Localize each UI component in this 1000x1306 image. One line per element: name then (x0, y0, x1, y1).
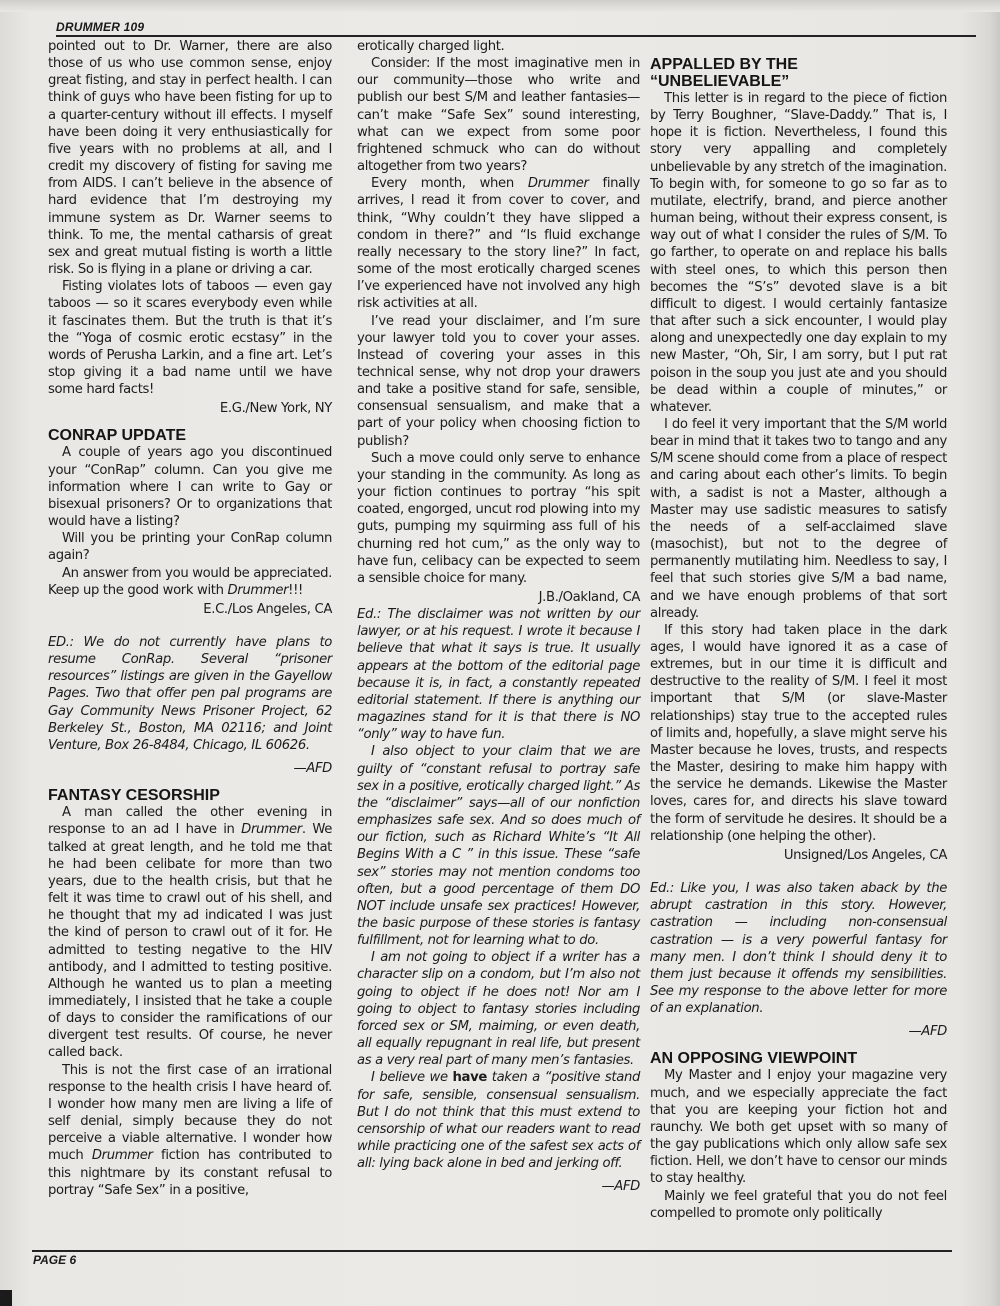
letter-paragraph: My Master and I enjoy your magazine very much, and we especially appreciate the fact that you are keeping your fiction hot and raunchy. We both get upset with so many of the gay publications which only allow safe sex fiction. Hell, we don’t have to censor our minds to stay healthy. (650, 1068, 947, 1187)
letter-signature: E.G./New York, NY (219, 401, 332, 417)
letter-paragraph: Will you be printing your ConRap column again? (48, 531, 332, 564)
text-run: An answer from you would be appreciated. Keep up the good work with (48, 565, 332, 598)
editor-reply: I also object to your claim that we are guilty of “constant refusal to portray safe sex in a positive, erotically charged light.” As the “disclaimer” says—all of our nonfiction emphasizes safe sex. And so does much of our fiction, such as Richard White’s “It All Begins With a C ” in this issue. These “safe sex” stories may not mention condoms too often, but a good percentage of them DO NOT include unsafe sex practices! However, the basic purpose of these stories is fantasy fulfillment, not for learning what to do. (357, 744, 640, 949)
magazine-name: Drummer (227, 582, 289, 598)
column-3 (650, 56, 947, 1222)
emphasis: have (452, 1070, 487, 1086)
editor-reply: Ed.: Like you, I was also taken aback by the abrupt castration in this story. However, castration — including non-consensual castration — is a very powerful fantasy for many men. I don’t think I should deny it to them just because it offends my sensibilities. See my response to the above letter for more of an explanation. (650, 881, 947, 1017)
heading-line: APPALLED BY THE (650, 56, 798, 73)
letter-paragraph: I’ve read your disclaimer, and I’m sure your lawyer told you to cover your asses. Instead of covering your asses in this technical sense, why not drop your drawers and take a positive stand for safe, sensible, consensual sensualism, and make that a part of your policy when choosing fiction to publish? (357, 313, 640, 449)
text-run: This is not the first case of an irrational response to the health crisis I have heard of. I wonder how many men are living a life of self denial, simply because they do not perceive a viable alternative. I wonder how much (48, 1062, 332, 1164)
letter-signature: J.B./Oakland, CA (538, 590, 640, 605)
magazine-name: Drummer (91, 1148, 153, 1164)
section-heading-conrap: CONRAP UPDATE (48, 427, 187, 445)
column-1 (48, 38, 332, 1199)
letter-paragraph: Mainly we feel grateful that you do not feel compelled to promote only politically (650, 1188, 947, 1221)
bottom-rule (32, 1250, 952, 1252)
letter-paragraph: If this story had taken place in the dark ages, I would have ignored it as a case of extremes, but in our time it is difficult and destructive to the reality of S/M. I feel it most important that S/M (or slave-Master relationships) stay true to the accepted rules of limits and, hopefully, a slave might serve his Master because he loves, trusts, and respects the Master, desiring to make him happy with the service he demands. Likewise the Master loves, cares for, and directs his slave toward the form of servitude he desires. It should be a relationship (one helping the other). (650, 622, 947, 844)
magazine-name: Drummer (527, 176, 589, 192)
editor-reply: I am not going to object if a writer has a character slip on a condom, but I’m also not going to object if he does not! Nor am I going to object to fantasy stories including forced sex or SM, maiming, or even death, all equally repugnant in real life, but present as a very real part of many men’s fantasies. (357, 950, 640, 1069)
section-heading-opposing: AN OPPOSING VIEWPOINT (650, 1050, 858, 1068)
heading-line: “UNBELIEVABLE” (650, 73, 790, 90)
letter-paragraph: This letter is in regard to the piece of fiction by Terry Boughner, “Slave-Daddy.” That is, I hope it is fiction. Nevertheless, I found this story very appalling and completely unbelievable by any stretch of the imagination. To begin with, for someone to go so far as to mutilate, electrify, brand, and pierce another human being, without their express consent, is way out of what I consider the rules of S/M. To go farther, to operate on and replace his balls with steel ones, to which this person then becomes the “S’s” devoted slave is a bit difficult to digest. I would certainly fantasize that after such a sick encounter, I would play along and unexpectedly one day explain to my new Master, “Oh, Sir, I am sorry, but I put rat poison in the soup you just ate and you should be dead within a couple of minutes,” or whatever. (650, 91, 947, 415)
section-heading-appalled (650, 56, 947, 90)
letter-signature: E.C./Los Angeles, CA (203, 601, 332, 617)
continued-paragraph: pointed out to Dr. Warner, there are also those of us who use common sense, enjoy great fisting, and stay in perfect health. I can think of guys who have been fisting for up to a quarter-century without ill effects. I myself have been doing it very enthusiastically for five years with no problems at all, and I credit my discovery of fisting for saving me from AIDS. I can’t believe in the absence of hard evidence that I’m destroying my immune system as Dr. Warner seems to think. To me, the mental catharsis of great sex and great mutual fisting is worth a little risk. So is flying in a plane or driving a car. (48, 39, 332, 278)
letter-paragraph (357, 175, 640, 312)
text-run: !!! (288, 582, 303, 598)
editor-reply (357, 1069, 640, 1172)
editor-signature: —AFD (601, 1179, 640, 1195)
page-edge-shadow (0, 0, 1000, 12)
letter-paragraph: A couple of years ago you discontinued your “ConRap” column. Can you give me information where I can write to Gay or bisexual prisoners? Or to organizations that would have a listing? (48, 445, 332, 530)
top-rule (56, 35, 976, 37)
text-run: taken a “positive stand for safe, sensible, consensual sensualism. But I do not think that this must extend to censorship of what our readers want to read while practicing one of the safest sex acts of all: lying back alone in bed and jerking off. (357, 1070, 640, 1172)
continued-paragraph: Fisting violates lots of taboos — even gay taboos — so it scares everybody even while it fascinates them. But the truth is that it’s the “Yoga of cosmic erotic ecstasy” in the words of Perusha Larkin, and a fine art. Let’s stop giving it a bad name until we have some hard facts! (48, 279, 332, 398)
editor-signature: —AFD (293, 761, 332, 777)
editor-reply: Ed.: The disclaimer was not written by our lawyer, or at his request. I wrote it because I believe that what it says is true. It usually appears at the bottom of the editorial page because it is, in fact, a constantly repeated editorial statement. If there is anything our magazines stand for it is that there is NO “only” way to have fun. (357, 607, 640, 743)
text-run: . We talked at great length, and he told me that he had been celibate for more than two years, due to the health crisis, but that he felt it was time to crawl out of his shell, and he thought that my ad indicated I was just the kind of person to crawl out of it for. He admitted to testing negative to the HIV antibody, and I admitted to testing positive. Although he wanted us to plan a meeting immediately, I insisted that he take a couple of days to consider the ramifications of our divergent test results. Of course, he never called back. (48, 822, 332, 1061)
magazine-name: Drummer (241, 822, 302, 838)
page-number: PAGE 6 (33, 1253, 77, 1267)
letter-paragraph: I do feel it very important that the S/M world bear in mind that it takes two to tango and any S/M scene should come from a place of respect and caring about each other’s limits. To begin with, a sadist is not a Master, although a Master may use sadistic measures to satisfy the needs of a self-acclaimed slave (masochist), but not to the degree of permanently mutilating him. Needless to say, I feel that such stories give S/M a bad name, and we have enough problems of that sort already. (650, 416, 947, 621)
section-heading-fantasy: FANTASY CESORSHIP (48, 787, 220, 805)
text-run: fiction has contributed to this nightmare by its constant refusal to portray “Safe Sex” in a positive, (48, 1148, 332, 1198)
letter-paragraph (48, 804, 332, 1061)
page-edge-dark (0, 1290, 12, 1306)
continued-line: erotically charged light. (357, 39, 505, 54)
text-run: I believe we (371, 1070, 453, 1086)
editor-reply: ED.: We do not currently have plans to resume ConRap. Several “prisoner resources” listings are given in the Gayellow Pages. Two that offer pen pal programs are Gay Community News Prisoner Project, 62 Berkeley St., Boston, MA 02116; and Joint Venture, Box 26-8484, Chicago, IL 60626. (48, 635, 332, 753)
letter-paragraph: Consider: If the most imaginative men in our community—those who write and publish our best S/M and leather fantasies—can’t make “Safe Sex” sound interesting, what can we expect from some poor frightened schmuck who can do without altogether from two years? (357, 56, 640, 175)
text-run: Every month, when (371, 176, 528, 192)
letter-paragraph (48, 1062, 332, 1199)
text-run: A man called the other evening in response to an ad I have in (48, 805, 332, 838)
text-run: finally arrives, I read it from cover to cover, and think, “Why couldn’t they have slipped a condom in there?” and “Is fluid exchange really necessary to the story line?” In fact, some of the most erotically charged scenes I’ve experienced have not involved any high risk activities at all. (357, 176, 640, 312)
editor-signature: —AFD (908, 1024, 947, 1040)
letter-paragraph: Such a move could only serve to enhance your standing in the community. As long as your fiction continues to portray “his spit coated, engorged, uncut rod plowing into my guts, pumping my squirming ass full of his churning red hot cum,” as the only way to have fun, celibacy can be expected to seem a sensible choice for many. (357, 450, 640, 586)
letter-paragraph (48, 565, 332, 599)
column-2 (357, 38, 640, 1195)
running-head: DRUMMER 109 (56, 20, 145, 34)
letter-signature: Unsigned/Los Angeles, CA (783, 847, 947, 863)
